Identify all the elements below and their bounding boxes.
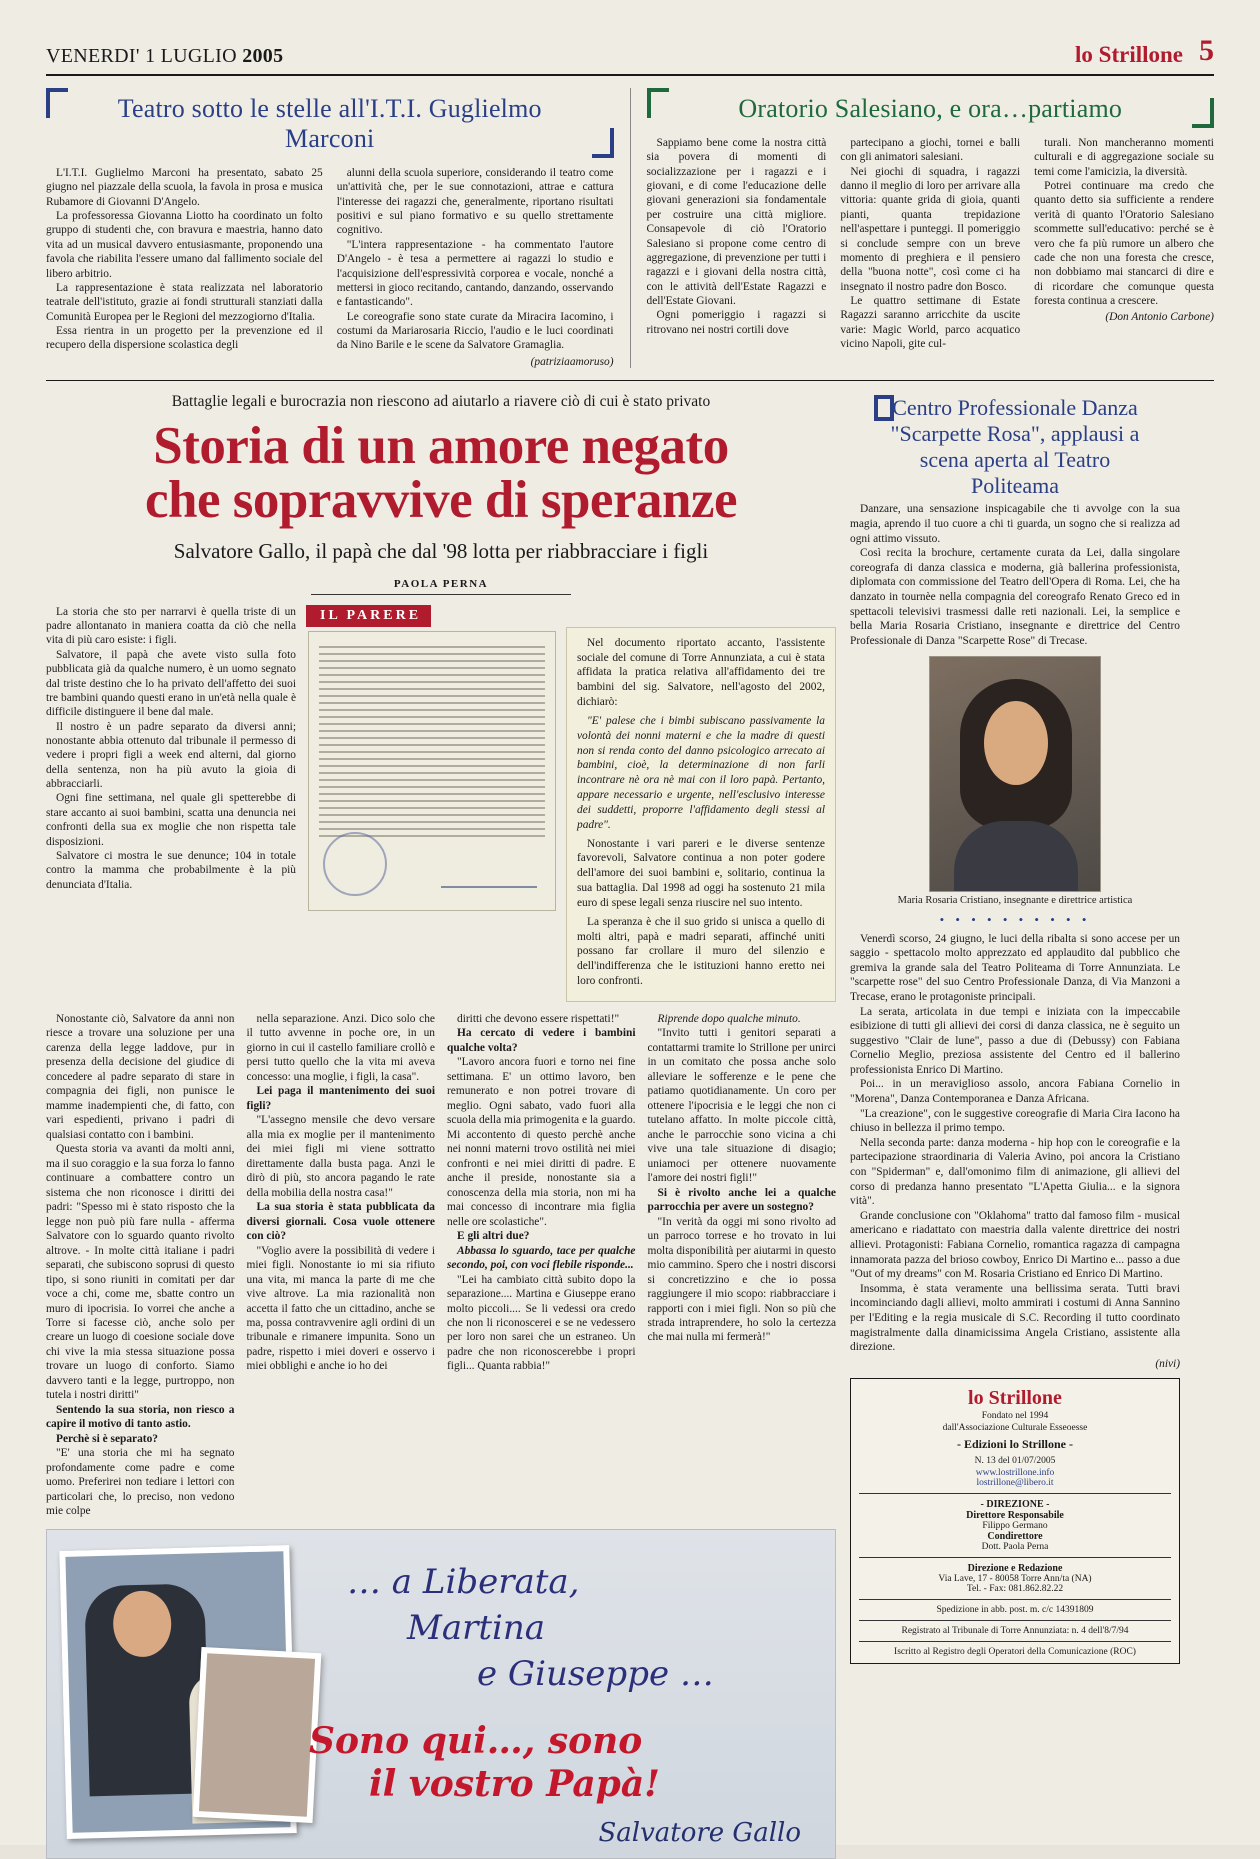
paragraph: nella separazione. Anzi. Dico solo che il tutto avvenne in poche ore, in un giorno in cui il castello familiare crollò e persi tutto quello che la vita mi aveva concesso: una moglie, i figli, la casa". bbox=[246, 1012, 435, 1083]
photo-caption: Maria Rosaria Cristiano, insegnante e direttrice artistica bbox=[897, 895, 1133, 907]
colophon-issue: N. 13 del 01/07/2005 bbox=[974, 1456, 1056, 1467]
feature-lead-column bbox=[46, 605, 296, 1002]
dedication-line-2: Martina bbox=[407, 1607, 546, 1648]
parere-text-box bbox=[566, 627, 836, 1002]
paragraph: La professoressa Giovanna Liotto ha coordinato un folto gruppo di studenti che, con bravura e maestria, hanno dato vita ad un musical davvero entusiasmante, proponendo una favola che riabilita l'essere umano dal fallimento sociale del libero arbitrio. bbox=[46, 210, 323, 280]
article-teatro-headline-box bbox=[46, 88, 614, 158]
article-teatro-body bbox=[46, 166, 614, 368]
paragraph: turali. Non mancheranno momenti culturali e di aggregazione sociale su temi come l'amicizia, la diversità. bbox=[1034, 137, 1214, 178]
feature-col-lead-cont bbox=[46, 1012, 235, 1519]
stage-direction: Riprende dopo qualche minuto. bbox=[657, 1012, 801, 1025]
codirector-label: Condirettore bbox=[987, 1530, 1043, 1542]
colophon-association: dall'Associazione Culturale Esseoesse bbox=[942, 1423, 1088, 1434]
official-stamp-icon bbox=[323, 832, 387, 896]
top-articles bbox=[46, 88, 1214, 368]
handwritten-dedication bbox=[347, 1560, 836, 1698]
feature-columns bbox=[46, 1012, 836, 1519]
issue-year: 2005 bbox=[242, 45, 284, 67]
paragraph: Potrei continuare ma credo che quanto detto sia sufficiente a rendere verità di quanto l'Oratorio Salesiano scommette sull'educativo: perché se è vero che fa più rumore un albero che cade che non una foresta che cresce, non dobbiamo mai stancarci di dire e di ricordare che comunque questa foresta continua a crescere. bbox=[1034, 180, 1214, 307]
document-text-lines bbox=[319, 646, 545, 842]
article-oratorio-signature: (Don Antonio Carbone) bbox=[1105, 311, 1214, 324]
question: La sua storia è stata pubblicata da diversi giornali. Cosa vuole ottenere con ciò? bbox=[246, 1201, 435, 1243]
question: Lei paga il mantenimento dei suoi figli? bbox=[246, 1085, 435, 1112]
feature-article bbox=[46, 389, 836, 1859]
colophon-title: lo Strillone bbox=[968, 1386, 1062, 1409]
colophon-website[interactable]: www.lostrillone.info bbox=[975, 1467, 1055, 1478]
director-label: Direttore Responsabile bbox=[966, 1509, 1064, 1521]
corner-bracket-icon bbox=[874, 395, 894, 421]
redazione-address: Via Lave, 17 - 80058 Torre Ann/ta (NA) bbox=[938, 1573, 1092, 1584]
feature-byline: PAOLA PERNA bbox=[393, 577, 489, 590]
paragraph: "Lavoro ancora fuori e torno nei fine settimana. E' un ottimo lavoro, ben remunerato e non potrei trovare di meglio. Ogni sabato, vado fuori alla scuola della mia primogenita e la guardo. Mi accontento di questo perchè anche nei nonni materni trovo ostilità nei miei confronti e nei miei diritti di padre. E anche il preside, nonostante sia a conoscenza della mia storia, non mi ha mai concesso di incontrare mia figlia nelle ore scolastiche". bbox=[447, 1056, 636, 1228]
paragraph: La rappresentazione è stata realizzata nel laboratorio teatrale dell'istituto, grazie ai fondi strutturali stanziati dalla Comunità Europea per le Regioni del mezzogiorno d'Italia. bbox=[46, 281, 323, 323]
document-photo-wrap bbox=[308, 627, 556, 1002]
paragraph: "Invito tutti i genitori separati a contattarmi tramite lo Strillone per unirci in un comitato che possa anche solo alleviare le sofferenze e le pene che patiamo quotidianamente. Un coro per ottenere l'ipocrisia e le leggi che non ci tutelano affatto. In molte piccole città, anche le parrocchie sono vicina a chi vive una tale situazione di disagio; uniamoci per ottenere nuovamente l'amore dei nostri figli!" bbox=[647, 1027, 836, 1185]
paragraph: Salvatore ci mostra le sue denunce; 104 in totale contro la mamma che probabilmente è la più denunciata d'Italia. bbox=[46, 849, 296, 891]
parere-inner bbox=[308, 627, 836, 1002]
article-oratorio-col-2 bbox=[840, 136, 1020, 351]
corner-bracket-icon bbox=[647, 88, 669, 118]
paragraph: Questa storia va avanti da molti anni, ma il suo coraggio e la sua forza lo fanno continuare a combattere contro un sistema che non riconosce i diritti dei padri: "Spesso mi è stato risposto che la legge non può più fare nulla - afferma Salvatore con lo sguardo quanto rivolto altrove. - In molte città italiane i padri separati, che subiscono soprusi di questo tipo, si sono riuniti in comitati per dar voce a chi, come me, sbatte contro un muro di ipocrisia. Io vorrei che anche a Torre si facesse ciò, anche solo per creare un luogo di coesione sociale dove chi vive la mia stessa situazione possa trovare un luogo di conforto. Siamo davvero tanti e la legge, purtroppo, non tutela i nostri diritti" bbox=[46, 1143, 235, 1402]
masthead bbox=[46, 34, 1214, 76]
portrait-body bbox=[954, 821, 1078, 891]
paragraph: "L'intera rappresentazione - ha commentato l'autore D'Angelo - è tesa a permettere ai ragazzi lo studio e l'acquisizione dell'espressività corporea e vocale, nonché a mettersi in gioco recitando, cantando, danzando, osservando e fantasticando". bbox=[336, 238, 614, 309]
paragraph: Danzare, una sensazione inspicagabile che ti avvolge con la sua magia, aprendo il tuo cuore a chi ti guarda, un sogno che si realizza ad ogni attimo vissuto. bbox=[850, 503, 1180, 545]
divider bbox=[859, 1493, 1171, 1494]
article-oratorio bbox=[647, 88, 1215, 368]
paragraph: La storia che sto per narrarvi è quella triste di un padre allontanato in maniera coatta da ciò che nella vita di più caro esiste: i figli. bbox=[46, 605, 296, 647]
corner-bracket-icon bbox=[1192, 98, 1214, 128]
direction-label: - DIREZIONE - bbox=[980, 1498, 1050, 1510]
message-line-2: il vostro Papà! bbox=[369, 1762, 660, 1805]
danza-signature: (nivi) bbox=[1155, 1357, 1180, 1370]
paragraph: Ogni pomeriggio i ragazzi si ritrovano nei nostri cortili dove bbox=[646, 309, 827, 336]
colophon-founded: Fondato nel 1994 bbox=[981, 1410, 1049, 1421]
article-oratorio-col-1 bbox=[647, 136, 827, 351]
divider bbox=[859, 1557, 1171, 1558]
paragraph: "La creazione", con le suggestive coreografie di Maria Cira Iacono ha chiuso in bellezza il primo tempo. bbox=[850, 1107, 1180, 1135]
paragraph: alunni della scuola superiore, considerando il teatro come un'attività che, per le sue connotazioni, attrae e cattura l'interesse dei ragazzi che, generalmente, riportano risultati positivi e sul piano formativo e su quello strettamente cognitivo. bbox=[336, 167, 614, 237]
question: Si è rivolto anche lei a qualche parrocchia per avere un sostegno? bbox=[647, 1186, 836, 1214]
colophon-editions: - Edizioni lo Strillone - bbox=[956, 1437, 1073, 1452]
parere-block bbox=[308, 605, 836, 1002]
paragraph: diritti che devono essere rispettati!" bbox=[457, 1012, 620, 1025]
paragraph: Sappiamo bene come la nostra città sia povera di momenti di socializzazione per i ragazzi e i giovani, e di come l'educazione delle giovani generazioni sia fondamentale per costruire una città migliore. Consapevole di ciò l'Oratorio Salesiano si propone come centro di aggregazione, di prevenzione per tutti i ragazzi e i giovani della nostra città, con le attività dell'Estate Ragazzi e dell'Estate Giovani. bbox=[646, 137, 827, 307]
torn-photo-fragment bbox=[193, 1647, 322, 1823]
paper-title: lo Strillone bbox=[1075, 42, 1183, 67]
paragraph: La serata, articolata in due tempi e iniziata con la impeccabile esibizione di tutti gli allievi dei corsi di danza classica, ne è seguito un suggestivo "Clair de lune", passo a due di (Debussy) con Fabiana Cornelio Meglio, preziosa assistente del Centro ed il ballerino professionista Enrico Di Martino. bbox=[850, 1005, 1180, 1076]
question: Sentendo la sua storia, non riesco a capire il motivo di tanto astio. bbox=[46, 1403, 235, 1431]
byline-rule bbox=[311, 594, 571, 595]
paragraph: Nonostante ciò, Salvatore da anni non riesce a trovare una soluzione per una carenza della legge laddove, pur in presenza della decisione del giudice di concedere al padre separato di stare in compagnia dei figli, non punisce le mamme inadempienti che, di fatto, con vari espedienti, privano i padri di qualsiasi contatto con i bambini. bbox=[46, 1012, 235, 1141]
paragraph: L'I.T.I. Guglielmo Marconi ha presentato, sabato 25 giugno nel piazzale della scuola, la favola in prosa e musica Rubamore di Giovanni D'Angelo. bbox=[46, 167, 323, 208]
feature-col-a bbox=[247, 1012, 436, 1519]
paragraph: "Voglio avere la possibilità di vedere i miei figli. Nonostante io mi sia rifiuto una vita, mi manca la parte di me che vive altrove. La mia razionalità non accetta il fatto che un cittadino, anche se ma, possa contravvenire agli ordini di un tribunale e rimanere impunita. Sono un padre, rispetto i miei doveri e osservo i miei obblighi e anche io ho dei bbox=[246, 1244, 435, 1373]
paragraph: Così recita la brochure, certamente curata da Lei, dalla singolare coreografa di danza classica e moderna, già ballerina professionista, diplomata con commissione del Teatro dell'Opera di Roma. Lei, che ha danzato in tournèe nella compagnia del coreografo Renato Greco ed in spettacoli televisivi trasmessi dalle reti nazionali. Lei, la semplice e bella Maria Rosaria Cristiano, insegnante e direttrice del Centro Professionale di Danza "Scarpette Rose" di Trecase. bbox=[850, 547, 1180, 647]
article-oratorio-headline: Oratorio Salesiano, e ora…partiamo bbox=[738, 94, 1123, 123]
parere-label: IL PARERE bbox=[306, 605, 431, 627]
registration-info: Registrato al Tribunale di Torre Annunziata: n. 4 dell'8/7/94 bbox=[901, 1625, 1129, 1636]
postal-info: Spedizione in abb. post. m. c/c 14391809 bbox=[936, 1604, 1094, 1615]
article-oratorio-headline-box bbox=[647, 88, 1215, 128]
paragraph: Le coreografie sono state curate da Miracira Iacomino, i costumi da Mariarosaria Riccio, l'audio e le luci coordinati da Nino Barile e le scene da Salvatore Gramaglia. bbox=[336, 310, 614, 352]
paragraph: Insomma, è stata veramente una bellissima serata. Tutti bravi incominciando dagli allievi, molto ammirati i costumi di Anna Sannino per l'Editing e la regia musicale di S.C. Recording il tutto coordinato magistralmente dalla dinamicissima Angela Cristiano, assistente alla direzione. bbox=[850, 1282, 1180, 1354]
document-photo bbox=[308, 631, 556, 911]
article-teatro-signature: (patriziaamoruso) bbox=[530, 355, 614, 368]
question: Ha cercato di vedere i bambini qualche volta? bbox=[447, 1027, 636, 1054]
decorative-dots: • • • • • • • • • • bbox=[939, 911, 1091, 927]
question: Perchè si è separato? bbox=[56, 1432, 158, 1445]
paragraph: "Lei ha cambiato città subito dopo la separazione.... Martina e Giuseppe erano molto piccoli.... Se li vedessi ora credo che non li riconoscerei e se ne vedessero per loro non sarei che un estraneo. Un padre che non riconoscerebbe i propri figli... Quanta rabbia!" bbox=[447, 1273, 636, 1373]
paragraph: Nel documento riportato accanto, l'assistente sociale del comune di Torre Annunziata, a cui è stata affidata la pratica relativa all'affidamento dei tre bambini del sig. Salvatore, nell'agosto del 2002, dichiarò: bbox=[577, 636, 825, 709]
article-teatro bbox=[46, 88, 614, 368]
paragraph: Venerdì scorso, 24 giugno, le luci della ribalta si sono accese per un saggio - spettacolo molto apprezzato ed applaudito dal pubblico che gremiva la grande sala del Teatro Politeama di Torre Annunziata. Le "scarpette rose" del suo Centro Professionale Danza, di Via Manzoni a Trecase, erano le protagoniste principali. bbox=[850, 932, 1180, 1003]
divider bbox=[859, 1599, 1171, 1600]
feature-subhead: Salvatore Gallo, il papà che dal '98 lotta per riabbracciare i figli bbox=[173, 538, 709, 563]
corner-bracket-icon bbox=[592, 128, 614, 158]
masthead-right bbox=[1075, 34, 1214, 68]
paragraph: Poi... in un meraviglioso assolo, ancora Fabiana Cornelio in "Morena", Danza Contemporanea e Danza Africana. bbox=[850, 1078, 1180, 1106]
dedication-line-3: e Giuseppe … bbox=[477, 1653, 714, 1694]
article-oratorio-col-3 bbox=[1034, 136, 1214, 351]
signature-line-icon bbox=[441, 854, 537, 888]
redazione-phone: Tel. - Fax: 081.862.82.22 bbox=[966, 1583, 1064, 1594]
handwritten-message bbox=[309, 1720, 836, 1806]
danza-headline: Centro Professionale Danza "Scarpette Rosa", applausi a scena aperta al Teatro Politeama bbox=[890, 394, 1140, 498]
paragraph: "E' una storia che mi ha segnato profondamente come padre e come uomo. Preferirei non tediare i lettori con particolari che, lo preciso, non vedono mie colpe bbox=[46, 1447, 235, 1518]
feature-col-b bbox=[447, 1012, 636, 1519]
colophon-email[interactable]: lostrillone@libero.it bbox=[976, 1477, 1054, 1488]
page-number: 5 bbox=[1199, 34, 1214, 67]
paragraph: "L'assegno mensile che devo versare alla mia ex moglie per il mantenimento dei miei figli mi viene sottratto direttamente dalla busta paga. Anzi le dirò di più, sto ancora pagando le rate della mobilia della nostra casa!" bbox=[246, 1114, 435, 1199]
article-oratorio-body bbox=[647, 136, 1215, 351]
feature-headline-line1: Storia di un amore negato bbox=[153, 416, 729, 475]
main-band bbox=[46, 389, 1214, 1859]
article-teatro-col-1 bbox=[46, 166, 323, 368]
article-teatro-headline: Teatro sotto le stelle all'I.T.I. Guglielmo Marconi bbox=[117, 94, 542, 153]
photo-collage bbox=[46, 1529, 836, 1859]
divider bbox=[859, 1641, 1171, 1642]
question: E gli altri due? bbox=[457, 1230, 530, 1243]
article-teatro-col-2 bbox=[337, 166, 614, 368]
dedication-line-1: … a Liberata, bbox=[347, 1561, 580, 1602]
portrait-face bbox=[984, 701, 1048, 785]
paragraph: Grande conclusione con "Oklahoma" tratto dal famoso film - musical americano e riadattato con maestria dalla valente direttrice dei nostri allievi. Protagonisti: Fabiana Cornelio, romantica ragazza di campagna innamorata pazza del brioso cowboy, Enrico Di Martino e... passo a due "Out of my dreams" con M. Rosaria Cristiano ed Enrico Di Martino. bbox=[850, 1209, 1180, 1281]
feature-headline-line2: che sopravvive di speranze bbox=[144, 470, 738, 529]
paragraph: Ogni fine settimana, nel quale gli spetterebbe di stare accanto ai suoi bambini, scatta una denuncia nei confronti della sua ex moglie che non rispetta tale disposizioni. bbox=[46, 792, 296, 848]
issue-date-text: VENERDI' 1 LUGLIO bbox=[46, 45, 243, 67]
paragraph: Nella seconda parte: danza moderna - hip hop con le coreografie e la partecipazione straordinaria di Valeria Avino, poi ancora la Cristiano con "Spiderman" e, dall'omonimo film di animazione, gli allievi del corso di predanza hanno presentato "L'Apetta Giulia... e la signora vità". bbox=[850, 1136, 1180, 1208]
danza-headline-box bbox=[850, 389, 1180, 503]
section-divider bbox=[46, 380, 1214, 381]
redazione-label: Direzione e Redazione bbox=[967, 1562, 1063, 1574]
parere-row bbox=[46, 605, 836, 1002]
paragraph: La speranza è che il suo grido si unisca a quello di molti altri, papà e madri separati, affinché uniti possano far crollare il muro del silenzio e dell'indifferenza che le istituzioni hanno eretto nei loro confronti. bbox=[577, 915, 825, 987]
right-column bbox=[850, 389, 1180, 1859]
colophon bbox=[850, 1378, 1180, 1664]
paragraph: partecipano a giochi, tornei e balli con gli animatori salesiani. bbox=[840, 137, 1021, 164]
column-divider bbox=[630, 88, 631, 368]
director-name: Filippo Germano bbox=[982, 1520, 1048, 1531]
roc-info: Iscritto al Registro degli Operatori della Comunicazione (ROC) bbox=[894, 1646, 1136, 1657]
paragraph: Il nostro è un padre separato da diversi anni; nonostante abbia ottenuto dal tribunale il permesso di vedere i propri figli a week end alterni, dal giorno della sentenza, non ha più avuto la gioia di abbracciarli. bbox=[46, 720, 296, 791]
dancer-portrait bbox=[929, 656, 1101, 892]
handwritten-signature: Salvatore Gallo bbox=[598, 1817, 801, 1848]
feature-kicker: Battaglie legali e burocrazia non riescono ad aiutarlo a riavere ciò di cui è stato privato bbox=[171, 392, 711, 410]
paragraph: Le quattro settimane di Estate Ragazzi saranno arricchite da uscite varie: Magic World, parco acquatico vicino Napoli, gite cul- bbox=[840, 294, 1021, 351]
paragraph: Nonostante i vari pareri e le diverse sentenze favorevoli, Salvatore continua a non poter godere dell'amore dei suoi bambini e, solitario, continua la sua battaglia. Dal 1998 ad oggi ha sostenuto 21 mila euro di spese legali senza riuscire nel suo intento. bbox=[577, 837, 825, 909]
paragraph: Essa rientra in un progetto per la prevenzione ed il recupero della dispersione scolastica degli bbox=[46, 324, 323, 352]
issue-date bbox=[46, 45, 283, 68]
corner-bracket-icon bbox=[46, 88, 68, 118]
danza-body bbox=[850, 502, 1180, 1369]
feature-col-c bbox=[648, 1012, 837, 1519]
paragraph: "In verità da oggi mi sono rivolto ad un parroco torrese e ho trovato in lui molta disponibilità per aiutarmi in questo mio cammino. Spero che i nostri discorsi si concretizzino e che io possa raggiungere il mio scopo: riabbracciare i rapporti con i miei figli. Non so più che strada intraprendere, ho solo la certezza che mai nulla mi fermerà!" bbox=[647, 1215, 836, 1344]
paragraph: Nei giochi di squadra, i ragazzi danno il meglio di loro per arrivare alla vittoria: quante grida di gioia, quanti pianti, quanta trepidazione nell'aspettare i punteggi. Il pomeriggio si conclude sempre con un breve momento di preghiera e il pensiero della "buona notte", così come ci ha insegnato il nostro padre don Bosco. bbox=[840, 165, 1021, 293]
paragraph: Salvatore, il papà che avete visto sulla foto pubblicata già da qualche numero, è un uomo segnato dal triste destino che lo ha privato dell'affetto dei suoi tre bambini quando questi erano in un'età nella quale è difficile distinguere il bene dal male. bbox=[46, 648, 296, 719]
stage-direction: Abbassa lo sguardo, tace per qualche secondo, poi, con voci flebile risponde... bbox=[447, 1244, 636, 1272]
divider bbox=[859, 1620, 1171, 1621]
codirector-name: Dott. Paola Perna bbox=[981, 1541, 1049, 1552]
paragraph: "E' palese che i bimbi subiscano passivamente la volontà dei nonni materni e che la madre di questi non si renda conto del danno psicologico arrecato ai bambini, cioè, la determinazione di non farli incontrare nè ora nè mai con il loro papà. Pertanto, appare necessario e urgente, nell'esclusivo interesse dei suddetti, proporre l'affidamento degli stessi al padre". bbox=[577, 714, 825, 831]
message-line-1: Sono qui…, sono bbox=[309, 1719, 643, 1762]
